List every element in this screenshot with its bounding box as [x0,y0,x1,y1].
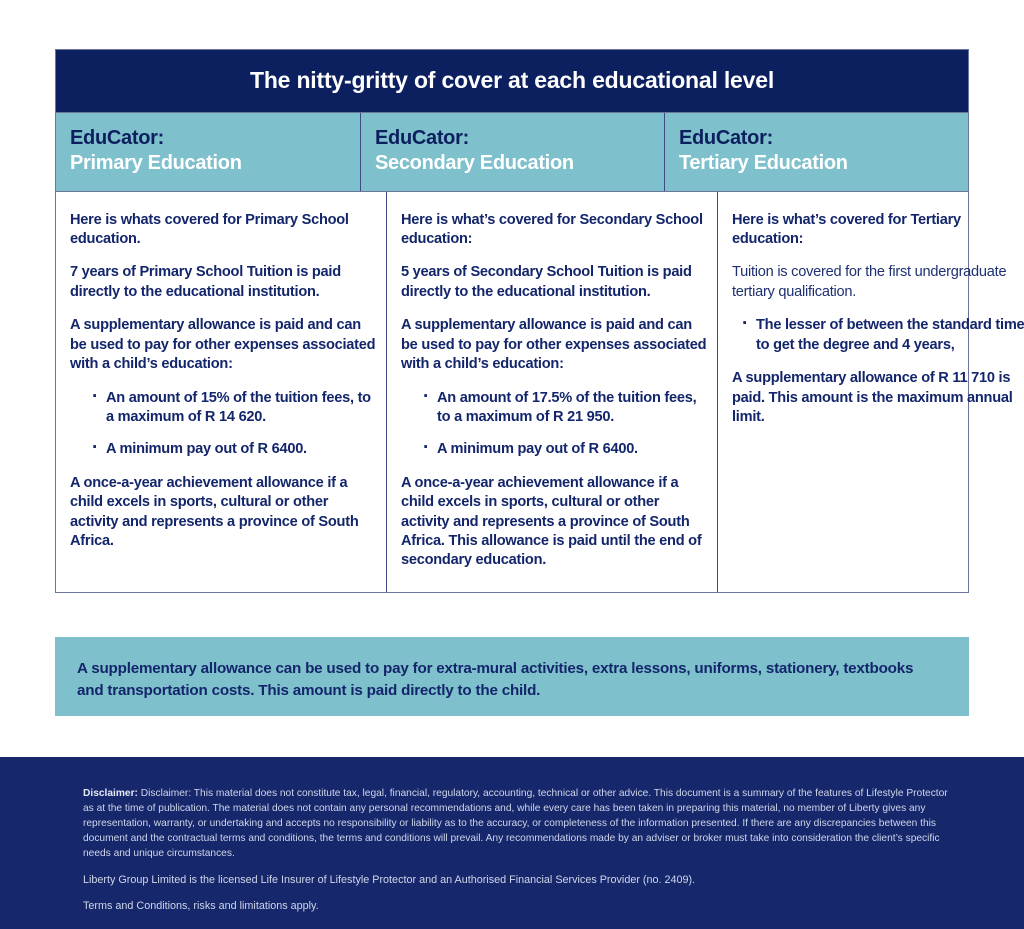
column-body-primary [56,192,386,592]
allowance-bullet-list [70,389,380,460]
table-header-row [56,112,968,191]
disclaimer-footer [0,757,1024,929]
list-item: · An amount of 15% of the tuition fees, to a maximum of R 14 620. [92,389,380,428]
column-body-secondary [386,192,717,592]
allowance-bullet-list [401,389,711,460]
allowance-lead-text: A supplementary allowance is paid and can be used to pay for other expenses associated with a child’s education: [70,317,376,373]
column-body-tertiary [717,192,1024,592]
table-title: The nitty-gritty of cover at each educational level [56,50,968,112]
tuition-text: 7 years of Primary School Tuition is paid directly to the educational institution. [70,264,341,300]
achievement-text: A once-a-year achievement allowance if a child excels in sports, cultural or other activity and represents a province of South Africa. This allowance is paid until the end of secondary education. [401,474,702,569]
level-label: Tertiary Education [678,152,848,175]
intro-text: Here is whats covered for Primary School education. [70,211,349,248]
level-label: Secondary Education [374,152,574,175]
brand-label: EduCator: [678,127,773,150]
allowance-text: A supplementary allowance of R 11 710 is paid. This amount is the maximum annual limit. [732,370,1013,425]
brand-label: EduCator: [70,127,164,150]
column-header-primary [56,113,360,190]
allowance-bullet-list [732,316,1024,355]
list-item: · An amount of 17.5% of the tuition fees, to a maximum of R 21 950. [423,389,711,428]
intro-text: Here is what’s covered for Tertiary education: [732,211,961,248]
licence-text: Liberty Group Limited is the licensed Life Insurer of Lifestyle Protector and an Authorised Financial Services Provider (no. 2409). [83,873,696,886]
cover-levels-table [55,49,1024,593]
column-header-secondary [360,113,664,190]
tuition-text: Tuition is covered for the first undergraduate tertiary qualification. [732,264,1007,300]
callout-text: A supplementary allowance can be used to pay for extra-mural activities, extra lessons, uniforms, stationery, textbooks and transportation costs. This amount is paid directly to the child. [77,660,914,699]
supplementary-allowance-callout [55,637,969,716]
achievement-text: A once-a-year achievement allowance if a child excels in sports, cultural or other activity and represents a province of South Africa. [70,474,359,549]
tuition-text: 5 years of Secondary School Tuition is paid directly to the educational institution. [401,264,692,300]
brand-label: EduCator: [374,127,469,150]
list-item: · A minimum pay out of R 6400. [92,440,380,459]
level-label: Primary Education [70,152,242,175]
disclaimer-lead-label: Disclaimer: [83,788,138,799]
allowance-lead-text: A supplementary allowance is paid and can be used to pay for other expenses associated with a child’s education: [401,317,707,373]
list-item: · The lesser of between the standard time to get the degree and 4 years, [742,316,1024,355]
disclaimer-body-text: Disclaimer: This material does not constitute tax, legal, financial, regulatory, accounting, technical or other advice. This document is a summary of the features of Lifestyle Protector as at the time of publication. The material does not contain any personal recommendations and, while every care has been taken in preparing this material, no member of Liberty gives any representation, warranty, or undertaking and accepts no responsibility or liability as to the accuracy, or completeness of the information presented. If there are any discrepancies between this document and the contractual terms and conditions, the terms and conditions will prevail. Any recommendations made by an adviser or broker must take into consideration the client’s specific needs and unique circumstances. [83,788,948,859]
list-item: · A minimum pay out of R 6400. [423,440,711,459]
column-header-tertiary [664,113,968,190]
terms-text: Terms and Conditions, risks and limitations apply. [83,900,319,913]
table-body-row [56,192,1024,592]
intro-text: Here is what’s covered for Secondary School education: [401,211,703,248]
disclaimer-paragraph [83,787,954,862]
